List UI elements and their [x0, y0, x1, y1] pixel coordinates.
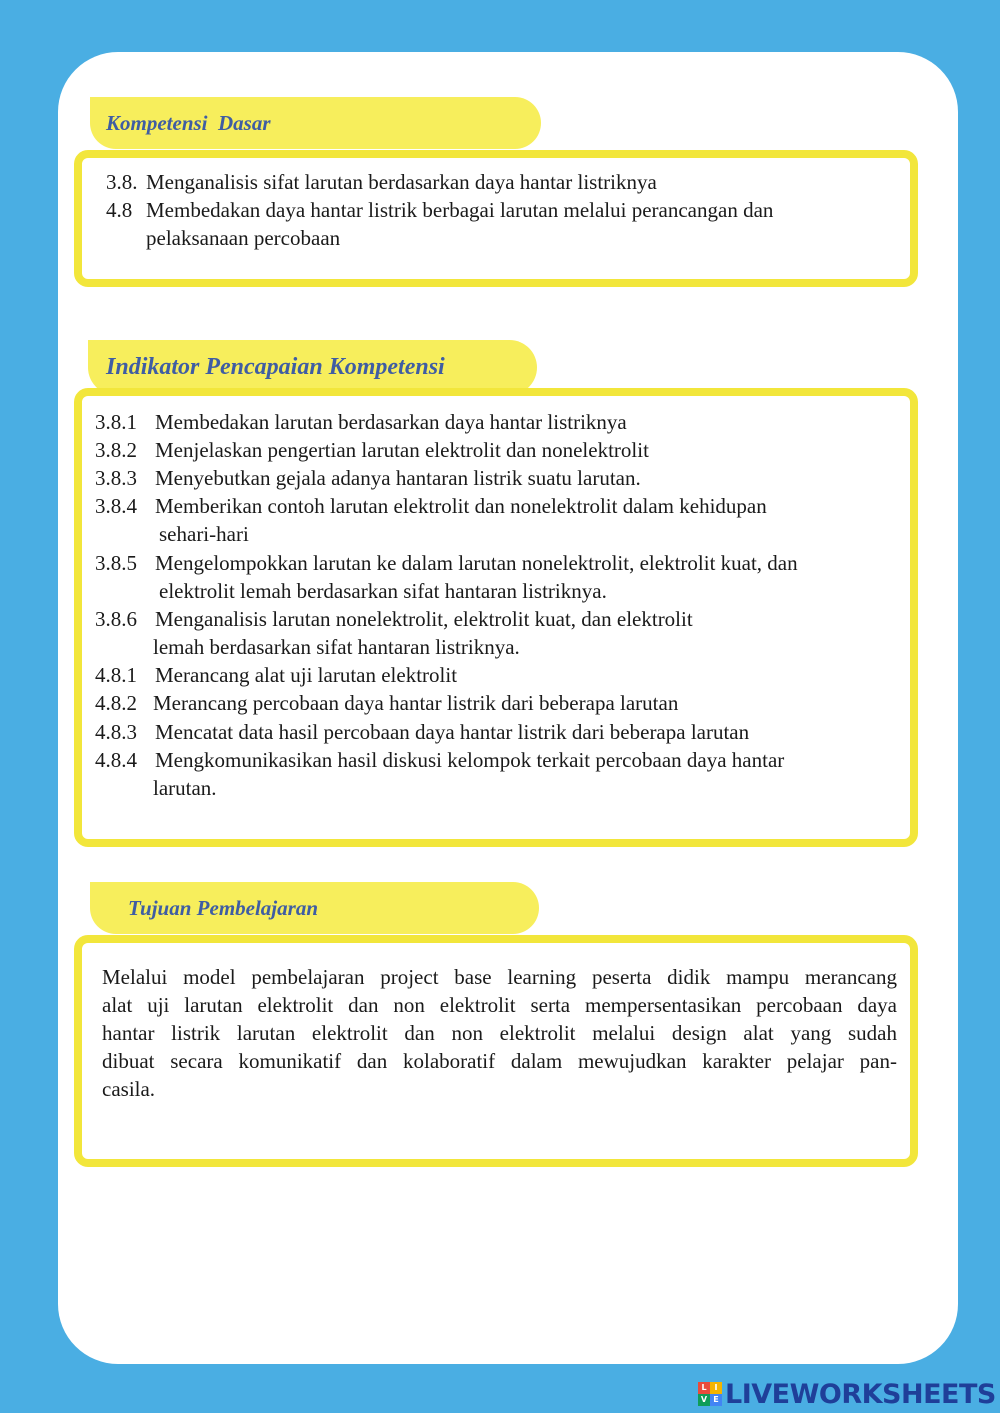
tujuan-line: dibuat secara komunikatif dan kolaboratif dalam mewujudkan karakter pelajar pan- — [102, 1049, 897, 1073]
indikator-title: Indikator Pencapaian Kompetensi — [106, 354, 445, 380]
indikator-item: 3.8.6 Menganalisis larutan nonelektrolit, elektrolit kuat, dan elektrolit — [95, 607, 693, 631]
section-header-indikator — [88, 340, 537, 395]
tujuan-title: Tujuan Pembelajaran — [128, 895, 318, 920]
tujuan-line: alat uji larutan elektrolit dan non elektrolit serta mempersentasikan percobaan daya — [102, 993, 897, 1017]
section-header-kompetensi-dasar — [90, 97, 541, 149]
indikator-item: 4.8.2 Merancang percobaan daya hantar listrik dari beberapa larutan — [95, 691, 679, 715]
tujuan-line: Melalui model pembelajaran project base learning peserta didik mampu merancang — [102, 965, 897, 989]
indikator-item: 4.8.1 Merancang alat uji larutan elektrolit — [95, 663, 458, 687]
kd-item-continuation: pelaksanaan percobaan — [146, 226, 341, 250]
indikator-item: 3.8.5 Mengelompokkan larutan ke dalam larutan nonelektrolit, elektrolit kuat, dan — [95, 551, 798, 575]
watermark-text: LIVEWORKSHEETS — [725, 1378, 996, 1410]
indikator-item: 3.8.4 Memberikan contoh larutan elektrolit dan nonelektrolit dalam kehidupan — [95, 494, 767, 518]
indikator-item: 3.8.1 Membedakan larutan berdasarkan daya hantar listriknya — [95, 410, 627, 434]
indikator-item-continuation: larutan. — [153, 776, 217, 800]
kompetensi-dasar-title: Kompetensi Dasar — [106, 110, 271, 135]
indikator-item: 4.8.3 Mencatat data hasil percobaan daya hantar listrik dari beberapa larutan — [95, 720, 750, 744]
indikator-item: 4.8.4 Mengkomunikasikan hasil diskusi kelompok terkait percobaan daya hantar — [95, 748, 785, 772]
indikator-item-continuation: lemah berdasarkan sifat hantaran listriknya. — [153, 635, 520, 659]
section-header-tujuan — [90, 882, 539, 934]
liveworksheets-watermark — [698, 1378, 996, 1410]
indikator-item: 3.8.2 Menjelaskan pengertian larutan elektrolit dan nonelektrolit — [95, 438, 649, 462]
logo-letter-e: E — [710, 1394, 722, 1406]
indikator-item: 3.8.3 Menyebutkan gejala adanya hantaran listrik suatu larutan. — [95, 466, 641, 490]
indikator-item-continuation: elektrolit lemah berdasarkan sifat hantaran listriknya. — [159, 579, 607, 603]
logo-letter-l: L — [698, 1382, 710, 1394]
liveworksheets-logo-icon — [698, 1382, 722, 1406]
tujuan-paragraph — [102, 963, 897, 1103]
kd-item: 3.8. Menganalisis sifat larutan berdasarkan daya hantar listriknya — [106, 170, 657, 194]
logo-letter-i: I — [710, 1382, 722, 1394]
tujuan-line: hantar listrik larutan elektrolit dan non elektrolit melalui design alat yang sudah — [102, 1021, 897, 1045]
indikator-item-continuation: sehari-hari — [159, 522, 249, 546]
tujuan-line: casila. — [102, 1077, 156, 1101]
logo-letter-v: V — [698, 1394, 710, 1406]
kd-item: 4.8 Membedakan daya hantar listrik berbagai larutan melalui perancangan dan — [106, 198, 774, 222]
